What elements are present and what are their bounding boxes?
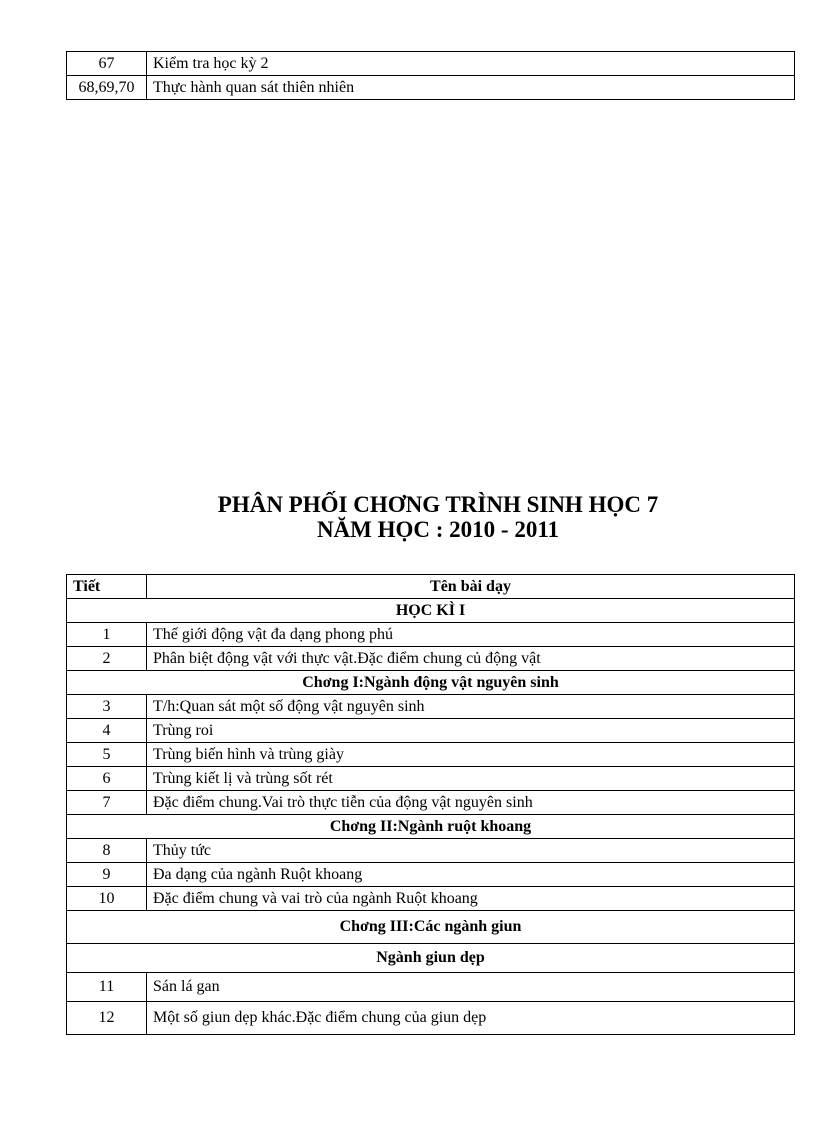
lesson-number: 67 xyxy=(67,52,147,76)
lesson-number: 2 xyxy=(67,647,147,671)
table-row xyxy=(67,863,795,887)
semester-row xyxy=(67,599,795,623)
subgroup-row xyxy=(67,944,795,973)
curriculum-table xyxy=(66,574,795,1035)
chapter-row xyxy=(67,671,795,695)
table-row xyxy=(67,695,795,719)
document-title: PHÂN PHỐI CHƠNG TRÌNH SINH HỌC 7 xyxy=(217,492,659,517)
semester-heading: HỌC KÌ I xyxy=(67,599,795,623)
lesson-title: Đặc điểm chung và vai trò của ngành Ruột khoang xyxy=(147,887,795,911)
lesson-number: 4 xyxy=(67,719,147,743)
table-row xyxy=(67,719,795,743)
table-row xyxy=(67,767,795,791)
table-row xyxy=(67,52,795,76)
chapter-row xyxy=(67,815,795,839)
table-row xyxy=(67,623,795,647)
lesson-title: Sán lá gan xyxy=(147,973,795,1002)
lesson-number: 3 xyxy=(67,695,147,719)
table-row xyxy=(67,791,795,815)
table-row xyxy=(67,973,795,1002)
lesson-title: Đặc điểm chung.Vai trò thực tiễn của động vật nguyên sinh xyxy=(147,791,795,815)
column-header-tiet: Tiết xyxy=(67,575,147,599)
table-header-row xyxy=(67,575,795,599)
lesson-number: 12 xyxy=(67,1002,147,1035)
lesson-title: Đa dạng của ngành Ruột khoang xyxy=(147,863,795,887)
chapter-heading: Chơng III:Các ngành giun xyxy=(67,911,795,944)
lesson-title: Kiểm tra học kỳ 2 xyxy=(147,52,795,76)
lesson-title: T/h:Quan sát một số động vật nguyên sinh xyxy=(147,695,795,719)
subgroup-heading: Ngành giun dẹp xyxy=(67,944,795,973)
table-row xyxy=(67,839,795,863)
table-row xyxy=(67,647,795,671)
lesson-number: 8 xyxy=(67,839,147,863)
school-year-title: NĂM HỌC : 2010 - 2011 xyxy=(316,517,560,542)
chapter-row xyxy=(67,911,795,944)
lesson-number: 68,69,70 xyxy=(67,76,147,100)
table-row xyxy=(67,76,795,100)
table-row xyxy=(67,743,795,767)
lesson-title: Trùng kiết lị và trùng sốt rét xyxy=(147,767,795,791)
lesson-title: Thế giới động vật đa dạng phong phú xyxy=(147,623,795,647)
lesson-number: 1 xyxy=(67,623,147,647)
lesson-title: Phân biệt động vật với thực vật.Đặc điểm chung củ động vật xyxy=(147,647,795,671)
lesson-number: 5 xyxy=(67,743,147,767)
column-header-ten-bai-day: Tên bài dạy xyxy=(147,575,795,599)
lesson-title: Thực hành quan sát thiên nhiên xyxy=(147,76,795,100)
lesson-title: Trùng roi xyxy=(147,719,795,743)
continued-lesson-table xyxy=(66,51,795,100)
lesson-number: 10 xyxy=(67,887,147,911)
table-row xyxy=(67,1002,795,1035)
table-row xyxy=(67,887,795,911)
lesson-title: Trùng biến hình và trùng giày xyxy=(147,743,795,767)
lesson-number: 7 xyxy=(67,791,147,815)
lesson-title: Một số giun dẹp khác.Đặc điểm chung của giun dẹp xyxy=(147,1002,795,1035)
chapter-heading: Chơng I:Ngành động vật nguyên sinh xyxy=(67,671,795,695)
lesson-number: 11 xyxy=(67,973,147,1002)
chapter-heading: Chơng II:Ngành ruột khoang xyxy=(67,815,795,839)
lesson-number: 6 xyxy=(67,767,147,791)
lesson-title: Thủy tức xyxy=(147,839,795,863)
lesson-number: 9 xyxy=(67,863,147,887)
